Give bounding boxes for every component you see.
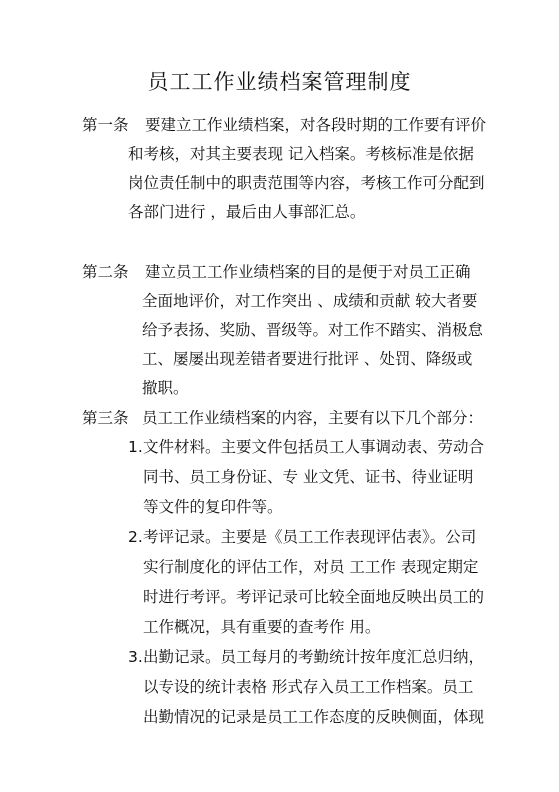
document-title: 员工工作业绩档案管理制度 — [147, 70, 412, 94]
list-item-number: 3. — [128, 648, 143, 666]
article-line: 建立员工工作业绩档案的目的是便于对员工正确 — [145, 263, 471, 281]
article-line: 岗位责任制中的职责范围等内容，考核工作可分配到 — [128, 174, 485, 192]
article-line: 工、屡屡出现差错者要进行批评 、处罚、降级或 — [142, 350, 473, 368]
list-item-line: 以专设的统计表格 形式存入员工工作档案。员工 — [143, 678, 474, 696]
list-item-line: 出勤记录。员工每月的考勤统计按年度汇总归纳， — [143, 648, 485, 666]
article-line: 给予表扬、奖励、晋级等。对工作不踏实、消极怠 — [142, 321, 484, 339]
article-label: 第一条 — [82, 116, 129, 134]
list-item-number: 1. — [128, 438, 143, 456]
list-item-line: 文件材料。主要文件包括员工人事调动表、劳动合 — [143, 438, 485, 456]
list-item-line: 同书、员工身份证、专 业文凭、证书、待业证明 — [143, 468, 474, 486]
list-item-line: 等文件的复印件等。 — [143, 498, 283, 516]
list-item-line: 考评记录。主要是《员工工作表现评估表》。公司 — [143, 528, 477, 546]
list-item-line: 实行制度化的评估工作，对员 工工作 表现定期定 — [143, 558, 479, 576]
list-item-number: 2. — [128, 528, 143, 546]
article-label: 第三条 — [82, 409, 129, 427]
article-line: 各部门进行 ，最后由人事部汇总。 — [128, 203, 366, 221]
article-line: 要建立工作业绩档案，对各段时期的工作要有评价 — [145, 116, 487, 134]
article-line: 全面地评价，对工作突出 、成绩和贡献 较大者要 — [142, 292, 478, 310]
article-line: 撤职。 — [142, 379, 189, 397]
article-line: 员工工作业绩档案的内容，主要有以下几个部分： — [142, 409, 484, 427]
list-item-line: 工作概况，具有重要的查考作 用。 — [143, 618, 381, 636]
article-line: 和考核，对其主要表现 记入档案。考核标准是依据 — [128, 145, 474, 163]
article-label: 第二条 — [82, 263, 129, 281]
list-item-line: 出勤情况的记录是员工工作态度的反映侧面，体现 — [143, 708, 485, 726]
list-item-line: 时进行考评。考评记录可比较全面地反映出员工的 — [143, 588, 485, 606]
